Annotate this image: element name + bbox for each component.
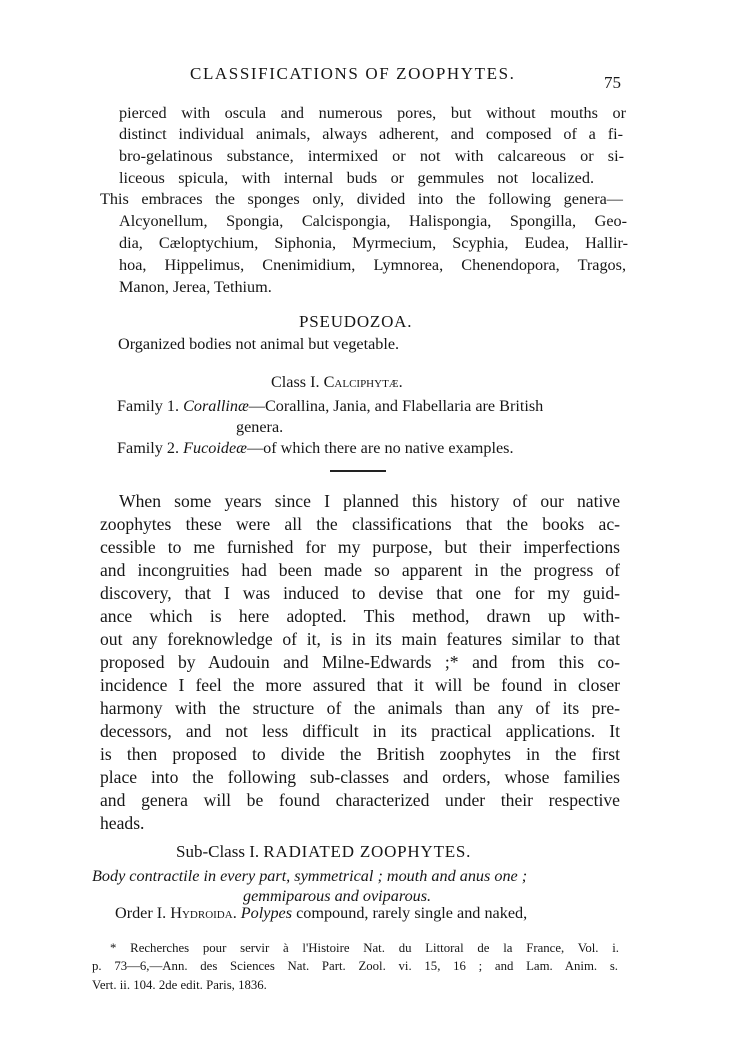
text-line: and incongruities had been made so apparent in the progress of [100, 560, 620, 580]
pseudozoa-description: Organized bodies not animal but vegetable. [118, 335, 400, 353]
family-1 [117, 396, 543, 417]
running-header: CLASSIFICATIONS OF ZOOPHYTES. [190, 64, 516, 83]
class-heading [271, 372, 403, 393]
order-text: compound, rarely single and naked, [292, 904, 528, 922]
subclass-heading [176, 842, 471, 862]
text-line: proposed by Audouin and Milne-Edwards ;* and from this co- [100, 652, 620, 672]
class-label: Class I. [271, 373, 320, 391]
footnote-line: p. 73—6,—Ann. des Sciences Nat. Part. Zool. vi. 15, 16 ; and Lam. Anim. s. [92, 959, 618, 973]
text-line: harmony with the structure of the animals than any of its pre- [100, 698, 620, 718]
order-italic: Polypes [240, 904, 293, 922]
family-label: Family 1. [117, 397, 180, 415]
text-line: Manon, Jerea, Tethium. [119, 278, 272, 296]
text-line: distinct individual animals, always adherent, and composed of a fi- [119, 125, 623, 143]
text-line: discovery, that I was induced to devise that one for my guid- [100, 583, 620, 603]
footnote-line: Vert. ii. 104. 2de edit. Paris, 1836. [92, 978, 267, 992]
family-name: Fucoideæ [183, 439, 247, 457]
text-line: is then proposed to divide the British zoophytes in the first [100, 744, 620, 764]
text-line: out any foreknowledge of it, is in its main features similar to that [100, 629, 620, 649]
text-line: zoophytes these were all the classifications that the books ac- [100, 514, 620, 534]
page-number: 75 [604, 73, 621, 92]
text-line: When some years since I planned this history of our native [119, 491, 620, 511]
text-line: liceous spicula, with internal buds or gemmules not localized. [119, 169, 594, 187]
family-1-continuation: genera. [236, 418, 284, 436]
order-name: Hydroida. [170, 904, 237, 922]
text-line: This embraces the sponges only, divided into the following genera— [100, 190, 623, 208]
text-line: pierced with oscula and numerous pores, but without mouths or [119, 104, 626, 122]
subclass-title: RADIATED ZOOPHYTES. [263, 842, 472, 861]
text-line: and genera will be found characterized under their respective [100, 790, 620, 810]
subclass-description: Body contractile in every part, symmetrical ; mouth and anus one ; [92, 867, 528, 885]
text-line: Alcyonellum, Spongia, Calcispongia, Halispongia, Spongilla, Geo- [119, 212, 627, 230]
order-label: Order I. [115, 904, 167, 922]
family-label: Family 2. [117, 439, 180, 457]
class-name: Calciphytæ. [323, 373, 403, 391]
section-heading-pseudozoa: PSEUDOZOA. [299, 312, 413, 331]
text-line: bro-gelatinous substance, intermixed or not with calcareous or si- [119, 147, 624, 165]
subclass-description-cont: gemmiparous and oviparous. [243, 887, 432, 905]
subclass-label: Sub-Class I. [176, 842, 260, 861]
text-line: dia, Cæloptychium, Siphonia, Myrmecium, Scyphia, Eudea, Hallir- [119, 234, 628, 252]
text-line: heads. [100, 813, 145, 833]
text-line: cessible to me furnished for my purpose, but their imperfections [100, 537, 620, 557]
family-text: —of which there are no native examples. [246, 439, 514, 457]
footnote-line: * Recherches pour servir à l'Histoire Nat. du Littoral de la France, Vol. i. [110, 941, 619, 955]
text-line: hoa, Hippelimus, Cnenimidium, Lymnorea, Chenendopora, Tragos, [119, 256, 626, 274]
text-line: place into the following sub-classes and orders, whose families [100, 767, 620, 787]
family-text: —Corallina, Jania, and Flabellaria are British [248, 397, 544, 415]
section-divider [330, 470, 386, 472]
family-2 [117, 438, 514, 459]
text-line: decessors, and not less difficult in its practical applications. It [100, 721, 620, 741]
family-name: Corallinæ [183, 397, 249, 415]
order-line [115, 903, 527, 924]
text-line: ance which is here adopted. This method, drawn up with- [100, 606, 620, 626]
text-line: incidence I feel the more assured that it will be found in closer [100, 675, 620, 695]
